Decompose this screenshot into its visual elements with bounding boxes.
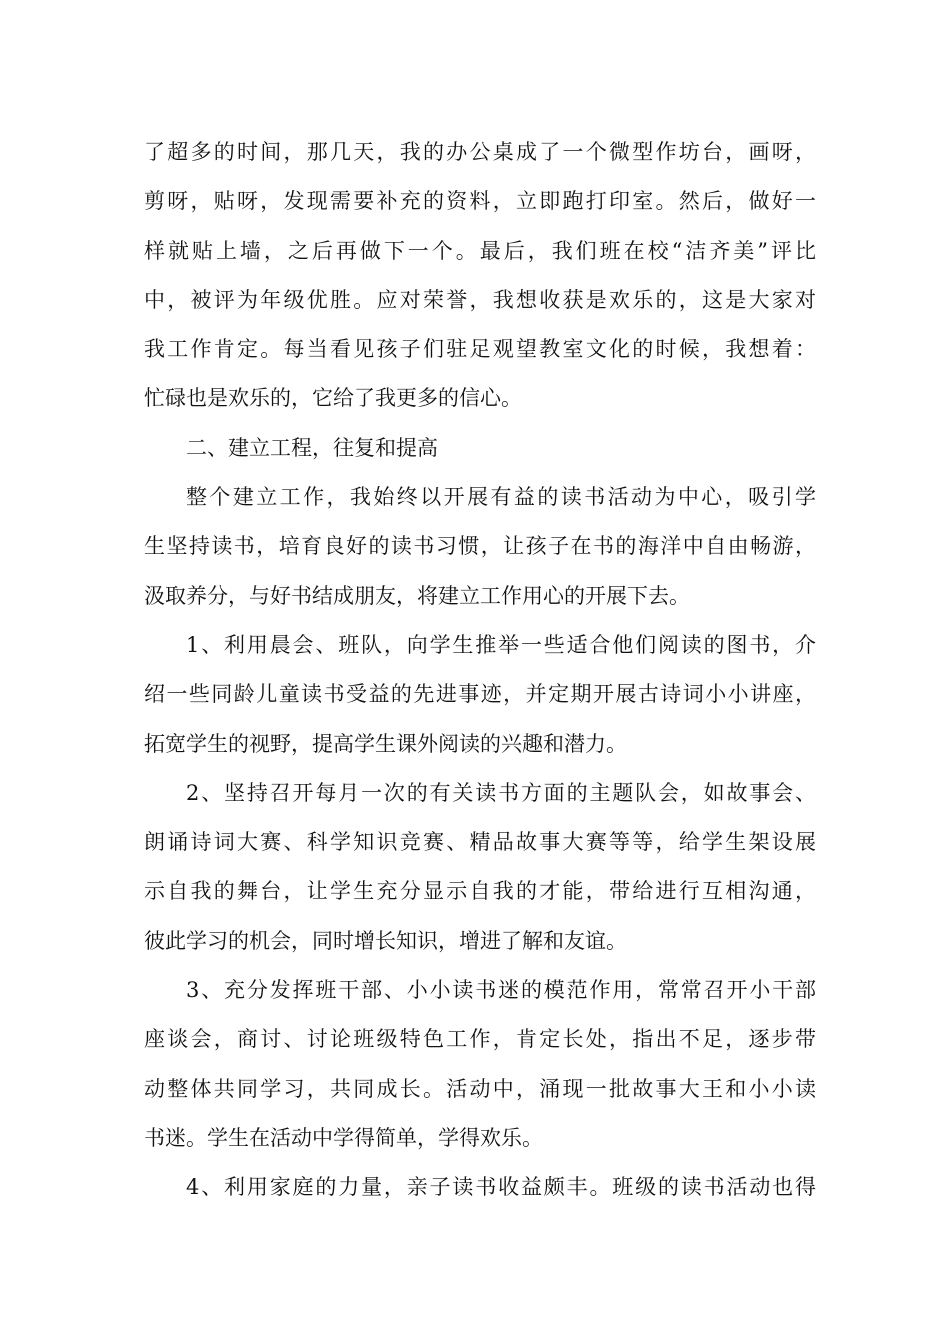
text-line: 绍一些同龄儿童读书受益的先进事迹，并定期开展古诗词小小讲座， (144, 682, 816, 707)
text-line: 中，被评为年级优胜。应对荣誉，我想收获是欢乐的，这是大家对 (144, 287, 816, 312)
text-line: 拓宽学生的视野，提高学生课外阅读的兴趣和潜力。 (144, 731, 627, 756)
list-item-line: 4、利用家庭的力量，亲子读书收益颇丰。班级的读书活动也得 (186, 1175, 816, 1200)
text-line: 彼此学习的机会，同时增长知识，增进了解和友谊。 (144, 928, 627, 953)
text-line: 剪呀，贴呀，发现需要补充的资料，立即跑打印室。然后，做好一 (144, 189, 816, 214)
text-line: 我工作肯定。每当看见孩子们驻足观望教室文化的时候，我想着： (144, 337, 816, 362)
text-line: 整个建立工作，我始终以开展有益的读书活动为中心，吸引学 (186, 485, 816, 510)
text-line: 生坚持读书，培育良好的读书习惯，让孩子在书的海洋中自由畅游， (144, 534, 816, 559)
document-body (144, 128, 816, 1213)
text-line: 示自我的舞台，让学生充分显示自我的才能，带给进行互相沟通， (144, 879, 816, 904)
text-line: 样就贴上墙，之后再做下一个。最后，我们班在校“洁齐美”评比 (144, 238, 816, 263)
text-line: 座谈会，商讨、讨论班级特色工作，肯定长处，指出不足，逐步带 (144, 1027, 816, 1052)
list-item-line: 2、坚持召开每月一次的有关读书方面的主题队会，如故事会、 (186, 780, 816, 805)
text-line: 汲取养分，与好书结成朋友，将建立工作用心的开展下去。 (144, 583, 690, 608)
section-heading: 二、建立工程，往复和提高 (186, 435, 438, 460)
text-line: 书迷。学生在活动中学得简单，学得欢乐。 (144, 1125, 543, 1150)
list-item-line: 3、充分发挥班干部、小小读书迷的模范作用，常常召开小干部 (186, 978, 816, 1003)
text-line: 忙碌也是欢乐的，它给了我更多的信心。 (144, 386, 522, 411)
text-line: 动整体共同学习，共同成长。活动中，涌现一批故事大王和小小读 (144, 1076, 816, 1101)
list-item-line: 1、利用晨会、班队，向学生推举一些适合他们阅读的图书，介 (186, 632, 816, 657)
text-line: 朗诵诗词大赛、科学知识竞赛、精品故事大赛等等，给学生架设展 (144, 830, 816, 855)
text-line: 了超多的时间，那几天，我的办公桌成了一个微型作坊台，画呀， (144, 140, 816, 164)
